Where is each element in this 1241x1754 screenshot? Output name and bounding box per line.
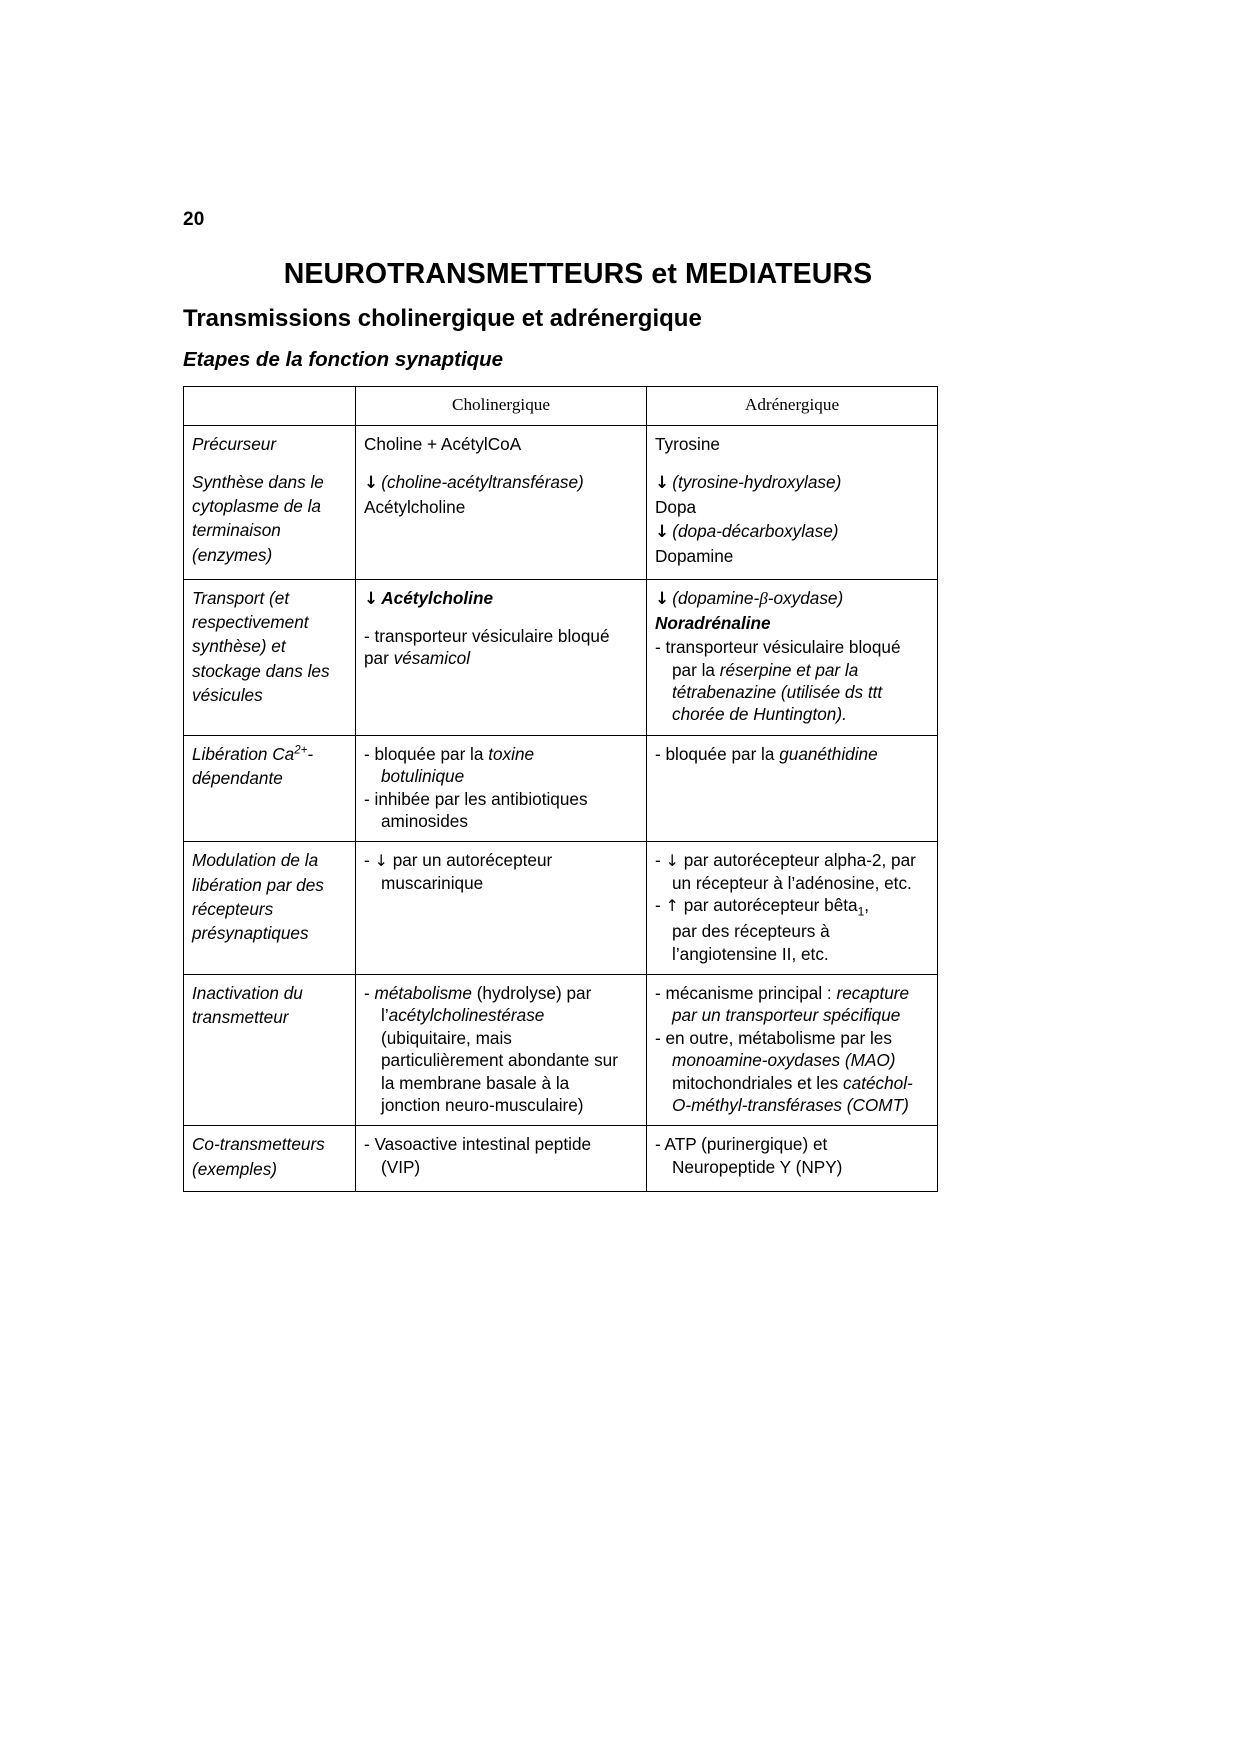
bullet-continuation: par un transporteur spécifique (672, 1005, 901, 1026)
text-plain: par (364, 648, 394, 669)
bullet-continuation: chorée de Huntington). (672, 704, 847, 725)
label-line: récepteurs (192, 898, 274, 919)
label-text: - (307, 743, 314, 764)
product-name: Acétylcholine (381, 587, 494, 608)
product-name: Noradrénaline (655, 612, 771, 633)
arrow-down-icon: ↓ (655, 588, 670, 609)
bullet-line (364, 743, 638, 765)
table-row-precurseur (184, 426, 938, 579)
label-line: présynaptiques (192, 923, 309, 944)
enzyme-name: (dopa-décarboxylase) (672, 521, 839, 542)
enzyme-open: (dopamine- (672, 587, 760, 608)
product-line (364, 587, 638, 610)
document-subtitle: Transmissions cholinergique et adrénergique (183, 305, 702, 332)
enzyme-close: -oxydase) (767, 587, 844, 608)
arrow-down-icon: ↓ (655, 472, 670, 493)
drug-name: réserpine et par la (719, 659, 859, 680)
text-plain: , (864, 895, 870, 916)
bullet-continuation: aminosides (381, 810, 468, 831)
row-label-transport (184, 579, 356, 735)
arrow-up-icon: ↑ (665, 896, 679, 916)
label-line: cytoplasme de la (192, 496, 321, 517)
bullet-line: - inhibée par les antibiotiques (364, 788, 588, 809)
bullet-text: par un autorécepteur (392, 850, 553, 871)
bullet-line (655, 743, 929, 765)
text-plain: - bloquée par la (364, 743, 489, 764)
label-line: respectivement (192, 611, 309, 632)
table-row-inactivation (184, 975, 938, 1126)
row-label-modulation (184, 842, 356, 975)
text-plain: - mécanisme principal : (655, 983, 837, 1004)
enzyme-line (364, 471, 638, 494)
spacer (655, 458, 929, 471)
bullet-line: - Vasoactive intestinal peptide (364, 1134, 592, 1155)
bullet-line (655, 636, 929, 658)
cell-transport-cholinergique (356, 579, 647, 735)
label-line: Précurseur (192, 434, 277, 455)
greek-beta: β (759, 588, 768, 608)
page-number: 20 (183, 209, 205, 230)
cell-precurseur-adrenergique (647, 426, 938, 579)
term-italic: recapture (836, 983, 910, 1004)
bullet-continuation: tétrabenazine (utilisée ds ttt (672, 682, 883, 703)
cell-transport-adrenergique (647, 579, 938, 735)
label-line (192, 743, 347, 765)
text-line: Tyrosine (655, 434, 720, 455)
drug-name: vésamicol (393, 648, 471, 669)
bullet-continuation: (VIP) (381, 1156, 421, 1177)
text-plain: - (364, 983, 375, 1004)
row-label-precurseur (184, 426, 356, 579)
bullet-text: par autorécepteur alpha-2, par (683, 850, 916, 871)
label-line: Synthèse dans le (192, 471, 324, 492)
bullet-line (364, 625, 638, 647)
label-line: Transport (et (192, 587, 290, 608)
enzyme-name: acétylcholinestérase (388, 1005, 545, 1026)
table-header-row (184, 387, 938, 426)
label-line: synthèse) et (192, 636, 286, 657)
bullet-continuation: O-méthyl-transférases (COMT) (672, 1094, 909, 1115)
spacer (364, 458, 638, 471)
cell-liberation-cholinergique (356, 735, 647, 841)
bullet-continuation: particulièrement abondante sur (381, 1050, 618, 1071)
bullet-text: - transporteur vésiculaire bloqué (655, 637, 901, 658)
bullet-line: - ↓ par un autorécepteur (364, 850, 553, 871)
text-plain: l’ (381, 1005, 389, 1026)
section-title: Etapes de la fonction synaptique (183, 348, 504, 371)
text-plain: (hydrolyse) par (471, 983, 592, 1004)
bullet-line: - ↓ par autorécepteur alpha-2, par (655, 850, 916, 871)
label-text: Libération Ca (192, 743, 295, 764)
enzyme-name: (choline-acétyltransférase) (381, 471, 584, 492)
bullet-continuation (364, 1004, 638, 1026)
term-italic: métabolisme (374, 983, 472, 1004)
table-row-cotransmetteurs (184, 1126, 938, 1192)
label-line: stockage dans les (192, 660, 330, 681)
table-row-transport (184, 579, 938, 735)
bullet-continuation: par des récepteurs à (672, 921, 830, 942)
cell-precurseur-cholinergique (356, 426, 647, 579)
label-line: Inactivation du (192, 983, 303, 1004)
synaptic-function-table (183, 386, 938, 1192)
cell-inactivation-adrenergique (647, 975, 938, 1126)
text-line: Dopamine (655, 546, 734, 567)
row-label-inactivation (184, 975, 356, 1126)
subscript-receptor: 1 (857, 904, 865, 919)
spacer (364, 612, 638, 625)
bullet-continuation: monoamine-oxydases (MAO) (672, 1050, 896, 1071)
header-cell-adrenergique: Adrénergique (647, 387, 938, 426)
text-plain: par la (672, 659, 720, 680)
enzyme-line (655, 587, 929, 610)
spacer (192, 458, 347, 471)
cell-inactivation-cholinergique (356, 975, 647, 1126)
text-plain: - bloquée par la (655, 743, 780, 764)
row-label-cotransmetteurs (184, 1126, 356, 1192)
arrow-down-icon: ↓ (364, 472, 379, 493)
cell-cotransmetteurs-adrenergique (647, 1126, 938, 1192)
bullet-continuation (655, 1072, 929, 1094)
arrow-down-icon: ↓ (655, 522, 670, 543)
arrow-down-icon: ↓ (364, 588, 379, 609)
label-line: transmetteur (192, 1007, 289, 1028)
bullet-text: par autorécepteur bêta (683, 895, 858, 916)
table-row-modulation (184, 842, 938, 975)
label-line: (exemples) (192, 1158, 278, 1179)
text-line: Choline + AcétylCoA (364, 434, 522, 455)
row-label-liberation (184, 735, 356, 841)
enzyme-line (655, 471, 929, 494)
label-line: vésicules (192, 685, 263, 706)
bullet-continuation (364, 647, 638, 669)
bullet-line: - ATP (purinergique) et (655, 1134, 828, 1155)
cell-liberation-adrenergique (647, 735, 938, 841)
cell-modulation-cholinergique (356, 842, 647, 975)
label-line: libération par des (192, 874, 324, 895)
text-line: Acétylcholine (364, 496, 466, 517)
label-line: Modulation de la (192, 850, 319, 871)
label-line: terminaison (192, 520, 281, 541)
bullet-text: - transporteur vésiculaire bloqué (364, 625, 610, 646)
bullet-continuation: muscarinique (381, 873, 484, 894)
drug-name: guanéthidine (779, 743, 878, 764)
bullet-continuation: (ubiquitaire, mais (381, 1027, 512, 1048)
cell-modulation-adrenergique (647, 842, 938, 975)
page-title: NEUROTRANSMETTEURS et MEDIATEURS (283, 258, 873, 290)
cell-cotransmetteurs-cholinergique (356, 1126, 647, 1192)
label-line: Co-transmetteurs (192, 1134, 325, 1155)
enzyme-name: (tyrosine-hydroxylase) (672, 471, 842, 492)
text-line: Dopa (655, 496, 697, 517)
bullet-continuation (655, 659, 929, 681)
header-cell-cholinergique: Cholinergique (356, 387, 647, 426)
bullet-continuation: la membrane basale à la (381, 1072, 570, 1093)
label-line: (enzymes) (192, 544, 273, 565)
text-plain: mitochondriales et les (672, 1072, 844, 1093)
bullet-line: - ↑ par autorécepteur bêta$_1$, (655, 895, 870, 919)
bullet-line (364, 982, 638, 1004)
enzyme-name: catéchol- (843, 1072, 913, 1093)
bullet-line (655, 982, 929, 1004)
bullet-continuation: jonction neuro-musculaire) (381, 1094, 584, 1115)
header-cell-blank (184, 387, 356, 426)
label-line: dépendante (192, 768, 283, 789)
bullet-line: - en outre, métabolisme par les (655, 1027, 892, 1048)
table-row-liberation (184, 735, 938, 841)
arrow-down-icon: ↓ (374, 851, 388, 871)
toxin-name: toxine (488, 743, 535, 764)
bullet-continuation: Neuropeptide Y (NPY) (672, 1156, 843, 1177)
arrow-down-icon: ↓ (665, 851, 679, 871)
bullet-continuation: l’angiotensine II, etc. (672, 943, 829, 964)
enzyme-line (655, 520, 929, 543)
superscript-charge: 2+ (294, 744, 308, 757)
bullet-continuation: un récepteur à l’adénosine, etc. (672, 873, 912, 894)
bullet-continuation: botulinique (381, 766, 465, 787)
